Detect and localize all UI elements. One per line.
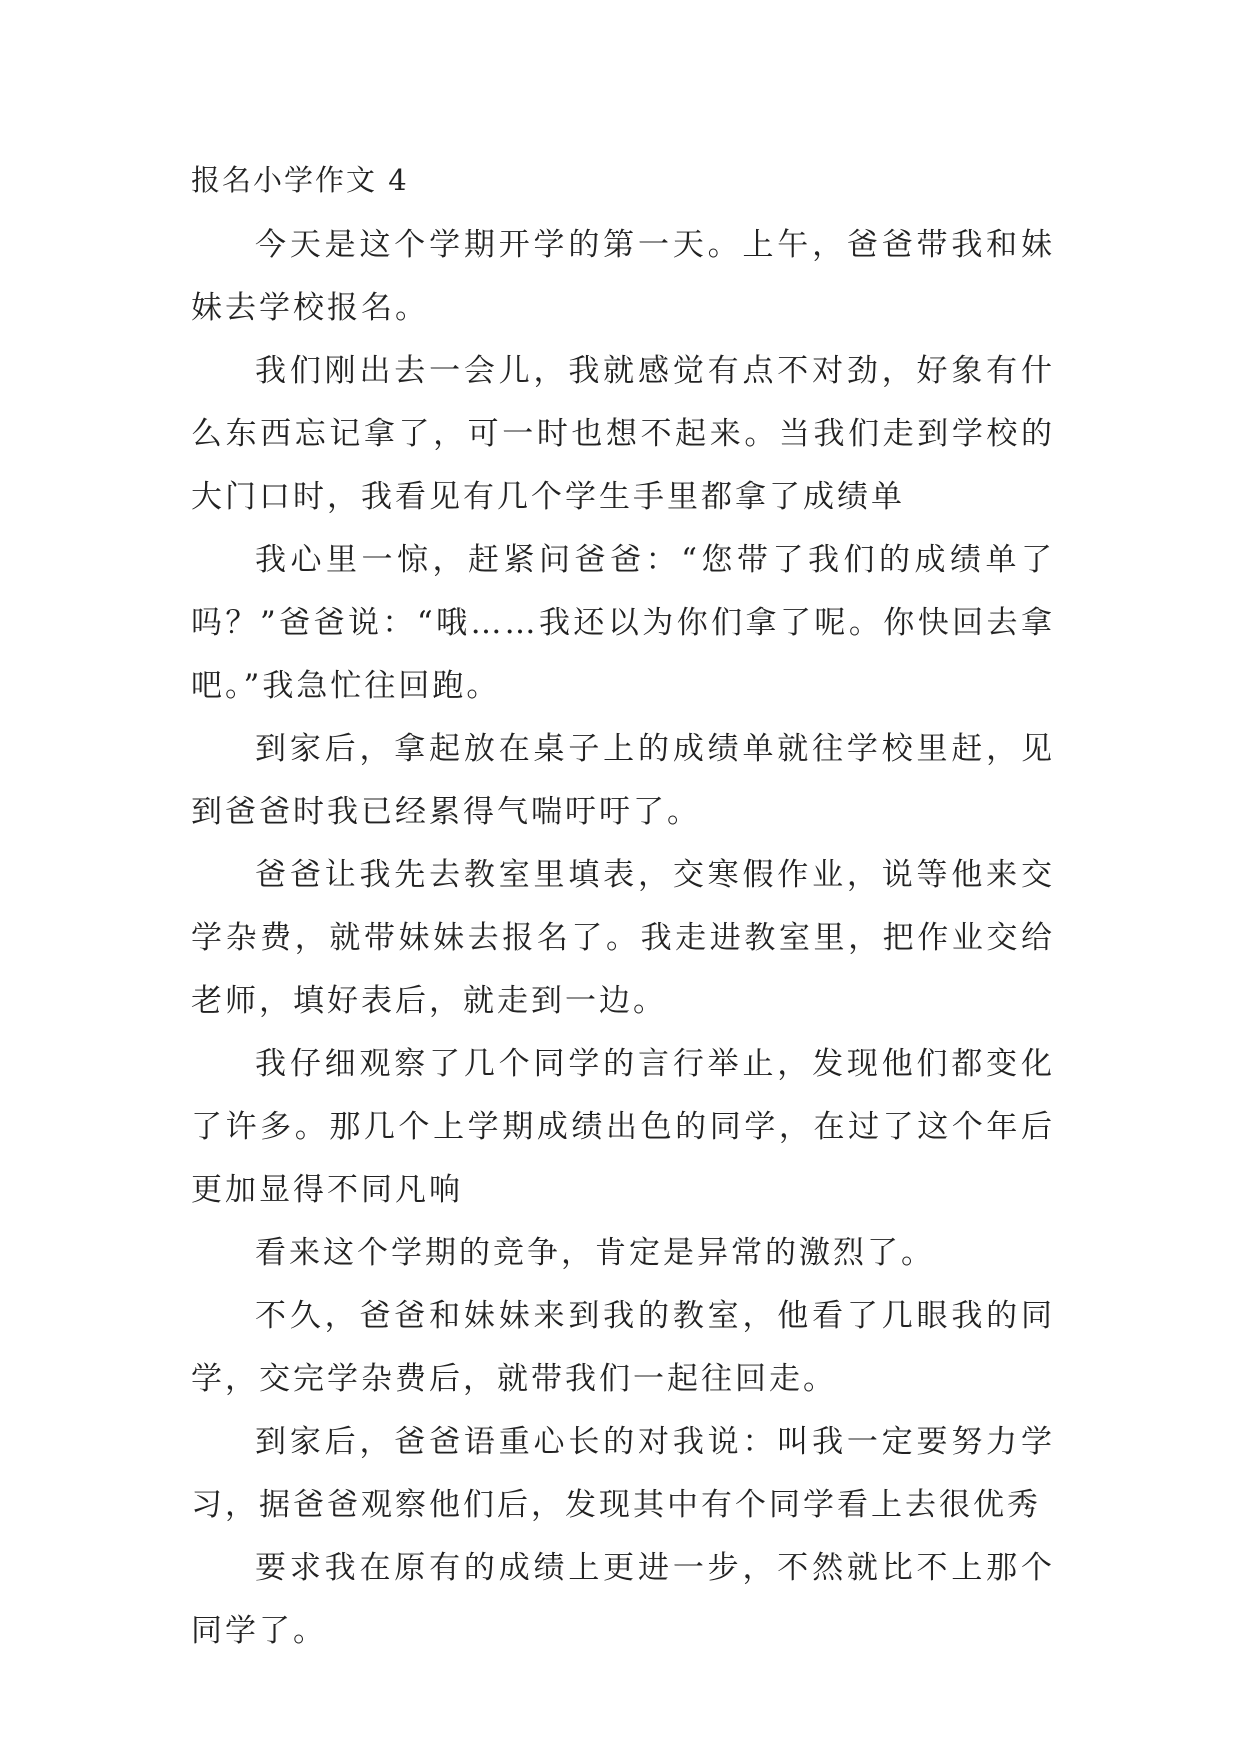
- paragraph: 到家后，拿起放在桌子上的成绩单就往学校里赶，见到爸爸时我已经累得气喘吁吁了。: [191, 731, 1055, 830]
- paragraph: 到家后，爸爸语重心长的对我说：叫我一定要努力学习，据爸爸观察他们后，发现其中有个同学看上去很优秀: [191, 1424, 1055, 1523]
- paragraph: 我们刚出去一会儿，我就感觉有点不对劲，好象有什么东西忘记拿了，可一时也想不起来。当我们走到学校的大门口时，我看见有几个学生手里都拿了成绩单: [191, 353, 1055, 515]
- paragraph: 今天是这个学期开学的第一天。上午，爸爸带我和妹妹去学校报名。: [191, 227, 1055, 326]
- document-title: 报名小学作文 4: [191, 163, 409, 197]
- document-body: [191, 214, 1055, 1663]
- paragraph: 要求我在原有的成绩上更进一步，不然就比不上那个同学了。: [191, 1550, 1055, 1649]
- paragraph: 我仔细观察了几个同学的言行举止，发现他们都变化了许多。那几个上学期成绩出色的同学，在过了这个年后更加显得不同凡响: [191, 1046, 1055, 1208]
- paragraph: 看来这个学期的竞争，肯定是异常的激烈了。: [255, 1235, 935, 1271]
- paragraph: 我心里一惊，赶紧问爸爸：“您带了我们的成绩单了吗？”爸爸说：“哦……我还以为你们拿了呢。你快回去拿吧。”我急忙往回跑。: [191, 542, 1055, 704]
- paragraph: 不久，爸爸和妹妹来到我的教室，他看了几眼我的同学，交完学杂费后，就带我们一起往回走。: [191, 1298, 1055, 1397]
- paragraph: 爸爸让我先去教室里填表，交寒假作业，说等他来交学杂费，就带妹妹去报名了。我走进教室里，把作业交给老师，填好表后，就走到一边。: [191, 857, 1055, 1019]
